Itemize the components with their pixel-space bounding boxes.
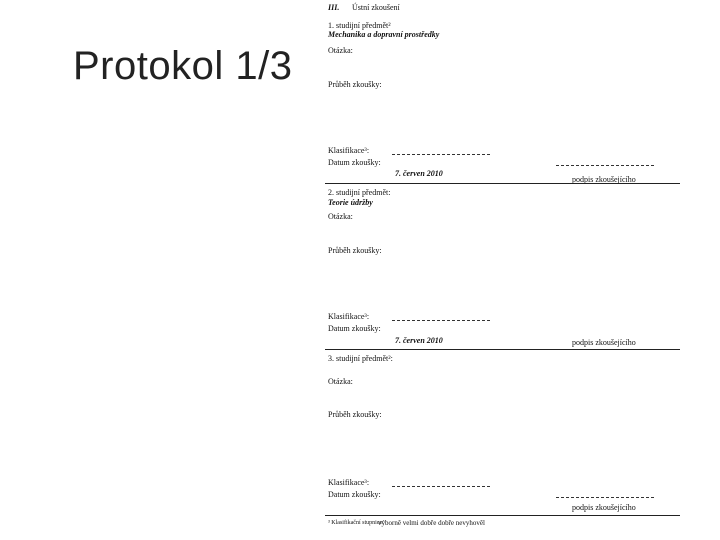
footnote-text: výborně velmi dobře dobře nevyhověl [378,519,485,527]
classification-line [392,320,490,321]
section-divider [325,183,680,184]
classification-label: Klasifikace³: [328,478,370,487]
slide-title: Protokol 1/3 [73,44,293,88]
subject-heading: 1. studijní předmět² [328,21,391,30]
question-label: Otázka: [328,212,353,221]
classification-line [392,486,490,487]
signature-line [556,497,654,498]
section-divider [325,349,680,350]
signature-label: podpis zkoušejícího [572,338,636,347]
section-number: III. [328,3,340,12]
signature-line [556,165,654,166]
subject-name: Mechanika a dopravní prostředky [328,30,440,39]
date-label: Datum zkoušky: [328,158,381,167]
exam-protocol-document [322,0,680,540]
question-label: Otázka: [328,46,353,55]
classification-label: Klasifikace³: [328,146,370,155]
date-value: 7. červen 2010 [395,169,443,178]
section-divider [325,515,680,516]
date-label: Datum zkoušky: [328,490,381,499]
footnote-label: ³ Klasifikační stupnice: [328,520,384,526]
date-label: Datum zkoušky: [328,324,381,333]
progress-label: Průběh zkoušky: [328,246,382,255]
signature-label: podpis zkoušejícího [572,175,636,184]
date-value: 7. červen 2010 [395,336,443,345]
signature-label: podpis zkoušejícího [572,503,636,512]
question-label: Otázka: [328,377,353,386]
progress-label: Průběh zkoušky: [328,410,382,419]
progress-label: Průběh zkoušky: [328,80,382,89]
subject-heading: 3. studijní předmět²: [328,354,393,363]
classification-line [392,154,490,155]
subject-heading: 2. studijní předmět: [328,188,391,197]
section-title: Ústní zkoušení [352,3,400,12]
subject-name: Teorie údržby [328,198,373,207]
classification-label: Klasifikace³: [328,312,370,321]
